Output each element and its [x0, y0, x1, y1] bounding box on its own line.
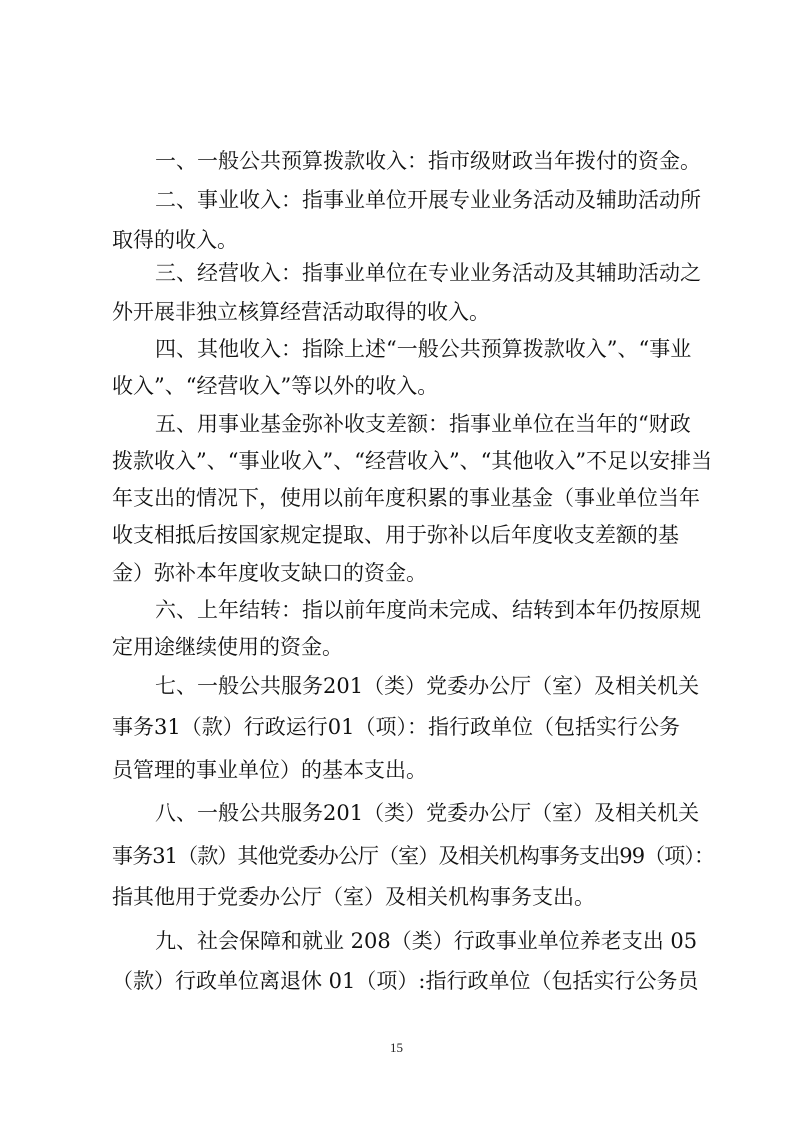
- paragraph-line: 收支相抵后按国家规定提取、用于弥补以后年度收支差额的基: [112, 523, 679, 547]
- paragraph-line: 八、一般公共服务201（类）党委办公厅（室）及相关机关: [155, 801, 700, 825]
- paragraph-line: 二、事业收入：指事业单位开展专业业务活动及辅助活动所: [155, 188, 701, 212]
- paragraph-line: 五、用事业基金弥补收支差额：指事业单位在当年的“财政: [155, 412, 691, 436]
- paragraph-line: 三、经营收入：指事业单位在专业业务活动及其辅助活动之: [155, 261, 701, 285]
- page-number: 15: [390, 1040, 403, 1055]
- paragraph-line: 定用途继续使用的资金。: [112, 635, 343, 659]
- paragraph-line: 年支出的情况下，使用以前年度积累的事业基金（事业单位当年: [112, 486, 700, 510]
- paragraph-line: 取得的收入。: [112, 228, 238, 252]
- paragraph-line: 一、一般公共预算拨款收入：指市级财政当年拨付的资金。: [155, 149, 701, 173]
- paragraph-line: 事务31（款）其他党委办公厅（室）及相关机构事务支出99（项）：: [112, 844, 715, 868]
- paragraph-line: 四、其他收入：指除上述“一般公共预算拨款收入”、“事业: [155, 337, 692, 361]
- paragraph-line: 九、社会保障和就业 208（类）行政事业单位养老支出 05: [155, 929, 698, 953]
- paragraph-line: 员管理的事业单位）的基本支出。: [112, 758, 427, 782]
- paragraph-line: 六、上年结转：指以前年度尚未完成、结转到本年仍按原规: [155, 598, 701, 622]
- paragraph-line: 外开展非独立核算经营活动取得的收入。: [112, 300, 490, 324]
- paragraph-line: 七、一般公共服务201（类）党委办公厅（室）及相关机关: [155, 674, 700, 698]
- paragraph-line: 指其他用于党委办公厅（室）及相关机构事务支出。: [112, 885, 595, 909]
- paragraph-line: （款）行政单位离退休 01（项）:指行政单位（包括实行公务员: [112, 969, 699, 993]
- paragraph-line: 拨款收入”、“事业收入”、“经营收入”、“其他收入”不足以安排当: [112, 449, 713, 473]
- paragraph-line: 事务31（款）行政运行01（项）：指行政单位（包括实行公务: [112, 715, 680, 739]
- paragraph-line: 金）弥补本年度收支缺口的资金。: [112, 561, 427, 585]
- paragraph-line: 收入”、“经营收入”等以外的收入。: [112, 374, 439, 398]
